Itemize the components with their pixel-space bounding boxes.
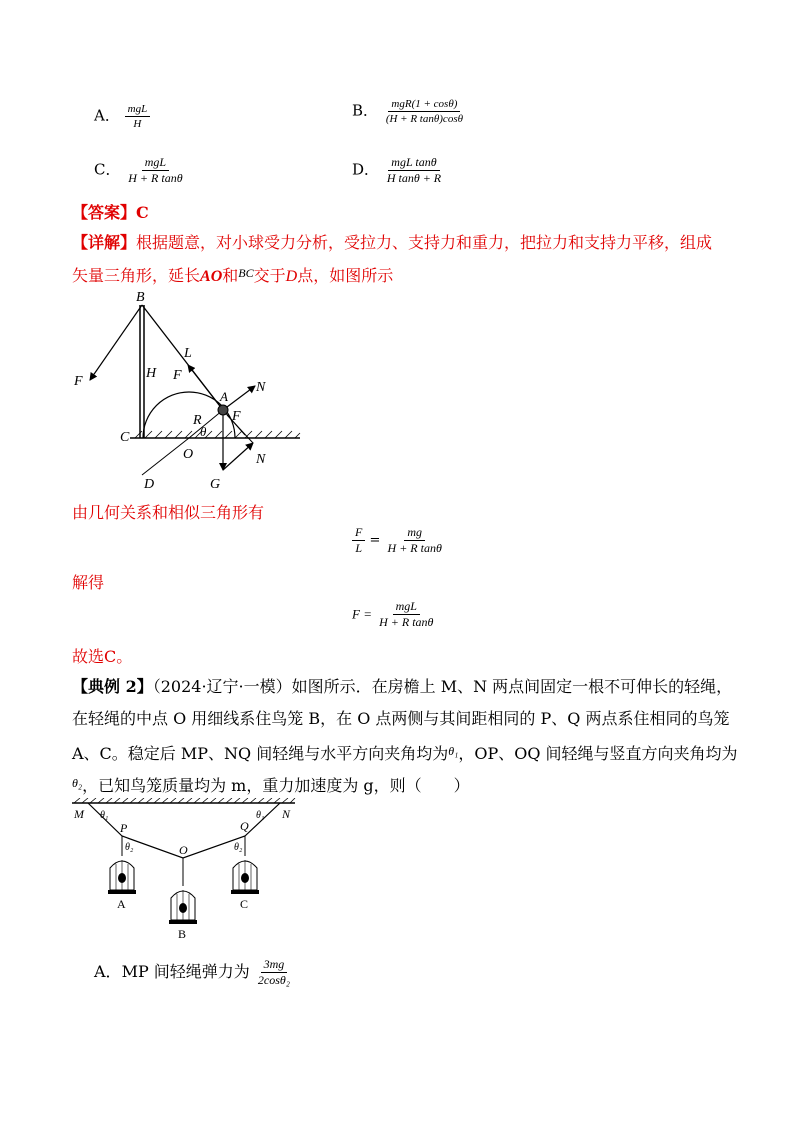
eq1-lhs: $\frac{F}{L}$ [352, 526, 365, 555]
answer-value: C [136, 203, 149, 222]
label-q: Q [240, 819, 249, 833]
label-m: M [74, 807, 84, 821]
example2-line-3: A、C。稳定后 MP、NQ 间轻绳与水平方向夹角均为$^{\theta_1}$，OP、OQ 间轻绳与竖直方向夹角均为 [72, 744, 738, 763]
ground-hatching [135, 431, 300, 438]
option-fraction: $\frac{\text{mgL}}{H}$ [125, 103, 151, 130]
label-n-top: N [256, 380, 266, 395]
label-o: O [183, 447, 194, 462]
label-d: D [144, 477, 155, 492]
option-label: C． [94, 160, 121, 179]
solve-text: 解得 [72, 573, 105, 592]
label-b: B [136, 290, 145, 305]
extension-od [142, 438, 189, 475]
label-g: G [210, 477, 221, 492]
geometry-text: 由几何关系和相似三角形有 [72, 503, 265, 522]
label-f-left: F [74, 374, 83, 389]
label-f-rope: F [173, 368, 182, 383]
label-b: B [178, 927, 187, 941]
option-fraction: $\frac{3mg}{\text{2cosθ₂}}$ [257, 957, 290, 988]
option-d [352, 156, 444, 185]
example2-tag: 【典例 2】 [72, 677, 153, 696]
label-n-bottom: N [256, 452, 266, 467]
label-c: C [240, 897, 249, 911]
birdcage-diagram [70, 798, 300, 948]
answer-tag: 【答案】 [72, 203, 137, 222]
explanation-line-2: 矢量三角形，延长AO和$^{BC}$交于D点，如图所示 [72, 266, 394, 285]
answer-line [72, 198, 149, 228]
label-p: P [120, 821, 128, 835]
cage-a [108, 860, 136, 894]
label-r: R [193, 413, 202, 428]
example2-line-4: $^{\theta_2}$，已知鸟笼质量均为 m，重力加速度为 g，则（ ） [72, 776, 470, 795]
label-theta2-right: θ₂ [234, 842, 243, 853]
example2-option-a: A．MP 间轻绳弹力为 $\frac{3mg}{\text{2cosθ₂}}$ [94, 958, 293, 987]
label-a: A [220, 389, 228, 404]
equation-1: $\frac{F}{L}$ = $\frac{mg}{\text{H + R tanθ}}$ [352, 526, 445, 555]
force-diagram [60, 285, 320, 495]
label-theta2-left: θ₂ [125, 842, 134, 853]
cage-c [231, 860, 259, 894]
force-n-shifted [223, 443, 253, 470]
cage-b [169, 890, 197, 924]
option-label: D． [352, 160, 380, 179]
option-fraction: $\frac{\text{mgL tanθ}}{\text{H tanθ + R}}$ [386, 155, 442, 186]
force-f-rope [188, 365, 223, 410]
option-fraction: $\frac{\text{mgR(1 + cosθ)}}{\text{(H + R tanθ)cosθ}}$ [385, 98, 464, 126]
label-theta1-left: θ₁ [100, 810, 109, 821]
eq2-rhs: $\frac{\text{mgL}}{\text{H + R tanθ}}$ [379, 599, 434, 630]
example2-line-1: 【典例 2】（2024·辽宁·一模）如图所示．在房檐上 M、N 两点间固定一根不可伸长的轻绳， [72, 677, 733, 696]
label-n: N [282, 807, 291, 821]
label-f-short: F [232, 409, 241, 424]
force-f-left [90, 305, 142, 380]
explanation-tag: 【详解】 [72, 233, 137, 252]
label-theta1-right: θ₁ [256, 810, 265, 821]
option-a [94, 103, 150, 130]
label-h: H [146, 366, 157, 381]
equation-2: F = $\frac{\text{mgL}}{\text{H + R tanθ}}$ [352, 600, 436, 629]
option-label: A． [94, 106, 120, 125]
eq1-rhs: $\frac{mg}{\text{H + R tanθ}}$ [387, 525, 442, 556]
explanation-line-1: 【详解】根据题意，对小球受力分析，受拉力、支持力和重力，把拉力和支持力平移，组成 [72, 233, 713, 252]
option-b [352, 98, 466, 125]
label-theta: θ [200, 424, 207, 439]
option-label: B． [352, 101, 379, 120]
example2-line-2: 在轻绳的中点 O 用细线系住鸟笼 B，在 O 点两侧与其间距相同的 P、Q 两点系住相同的鸟笼 [72, 709, 730, 728]
label-a: A [117, 897, 126, 911]
label-o: O [179, 843, 188, 857]
ball [218, 405, 228, 415]
choose-text: 故选C。 [72, 647, 133, 666]
option-fraction: $\frac{\text{mgL}}{\text{H + R tanθ}}$ [128, 155, 183, 186]
label-l: L [184, 346, 192, 361]
option-c [94, 156, 186, 185]
label-c: C [120, 430, 130, 445]
